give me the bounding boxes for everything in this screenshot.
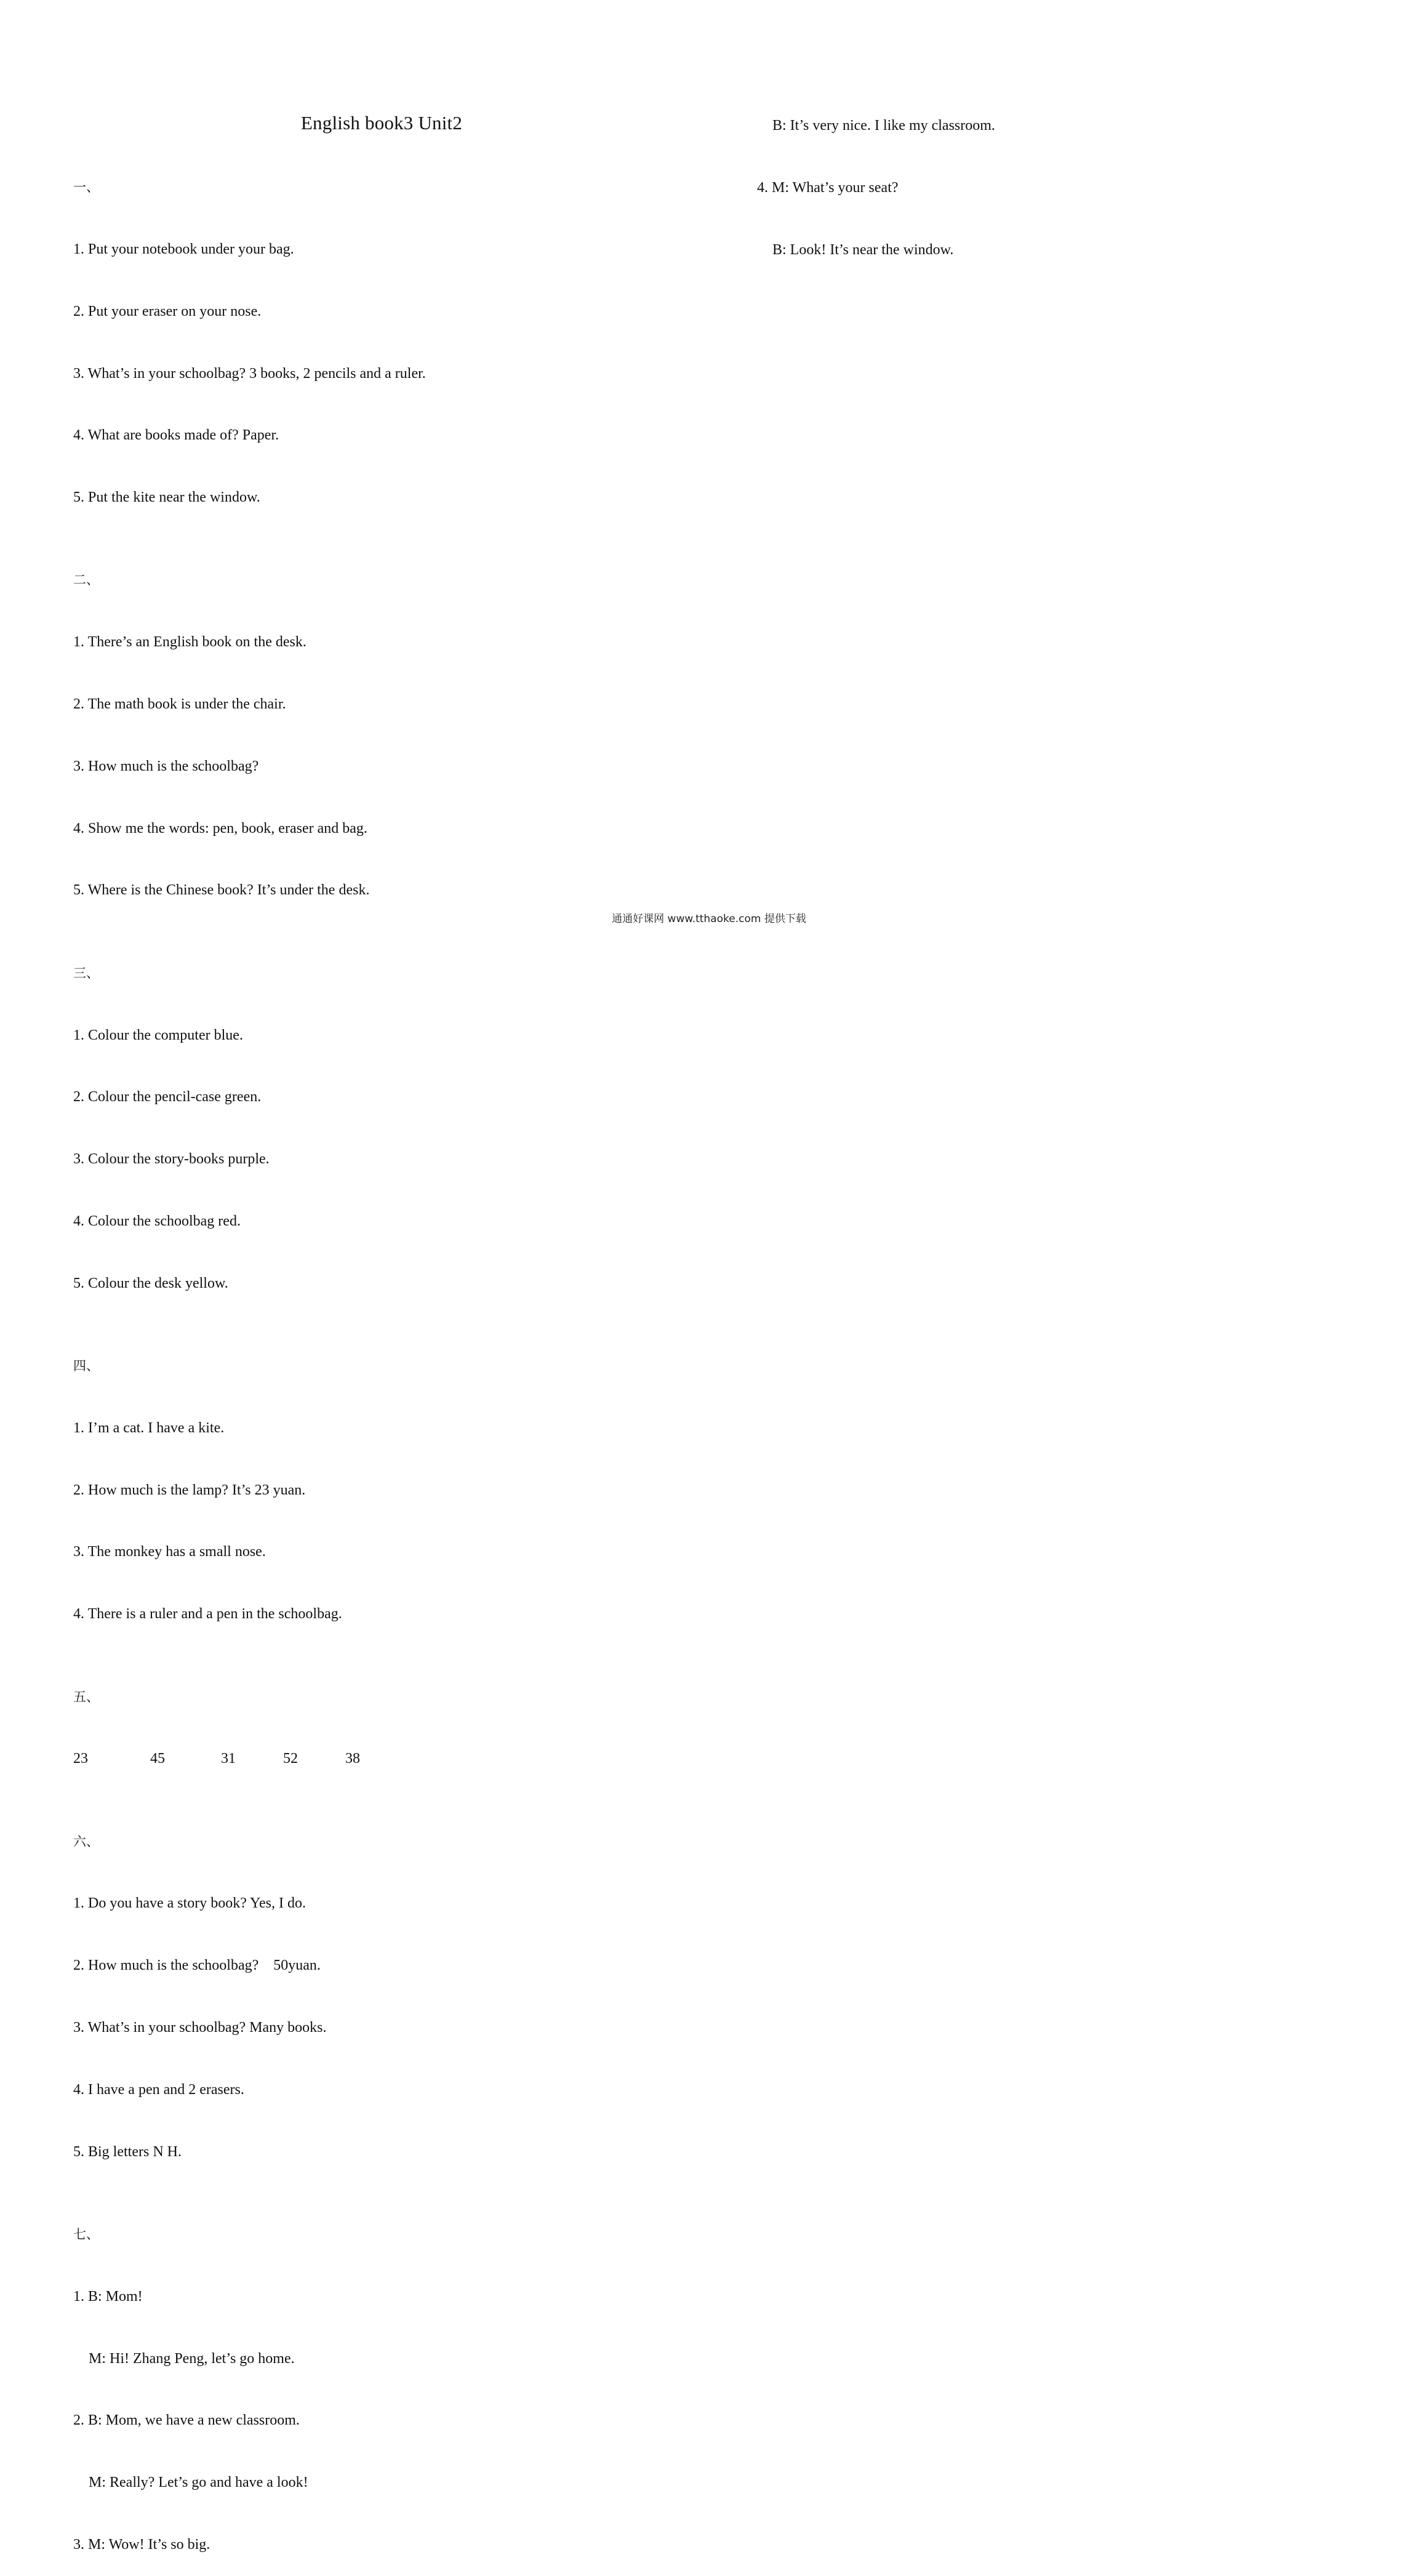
list-item: 4. I have a pen and 2 erasers. bbox=[73, 2081, 244, 2098]
section-heading: 四、 bbox=[73, 1358, 99, 1374]
dialogue-line: 3. M: Wow! It’s so big. bbox=[73, 2536, 210, 2553]
dialogue-line: M: Really? Let’s go and have a look! bbox=[89, 2474, 308, 2491]
list-item: 4. What are books made of? Paper. bbox=[73, 427, 279, 444]
right-column bbox=[757, 74, 995, 281]
list-item: 2. Colour the pencil-case green. bbox=[73, 1089, 262, 1105]
list-item: 1. Put your notebook under your bag. bbox=[73, 241, 294, 257]
list-item: 5. Put the kite near the window. bbox=[73, 489, 260, 506]
dialogue-line: 2. B: Mom, we have a new classroom. bbox=[73, 2412, 300, 2429]
section-heading: 三、 bbox=[73, 965, 99, 981]
list-item: 3. The monkey has a small nose. bbox=[73, 1544, 266, 1560]
number-item: 23 bbox=[73, 1751, 88, 1767]
list-item: 1. I’m a cat. I have a kite. bbox=[73, 1419, 225, 1436]
dialogue-line: 4. M: What’s your seat? bbox=[757, 179, 899, 196]
list-item: 2. How much is the lamp? It’s 23 yuan. bbox=[73, 1482, 306, 1498]
list-item: 3. What’s in your schoolbag? Many books. bbox=[73, 2020, 327, 2036]
section-heading: 五、 bbox=[73, 1689, 99, 1704]
number-row bbox=[73, 1749, 426, 1770]
section-heading: 六、 bbox=[73, 1834, 99, 1849]
list-item: 3. How much is the schoolbag? bbox=[73, 758, 259, 774]
list-item: 3. Colour the story-books purple. bbox=[73, 1151, 270, 1168]
dialogue-line: B: It’s very nice. I like my classroom. bbox=[772, 118, 995, 134]
list-item: 4. Show me the words: pen, book, eraser and bag. bbox=[73, 820, 367, 837]
list-item: 4. There is a ruler and a pen in the schoolbag. bbox=[73, 1606, 342, 1623]
list-item: 5. Where is the Chinese book? It’s under the desk. bbox=[73, 882, 370, 899]
page-title: English book3 Unit2 bbox=[300, 112, 463, 134]
list-item: 5. Colour the desk yellow. bbox=[73, 1275, 228, 1291]
number-item: 31 bbox=[221, 1751, 236, 1767]
left-column bbox=[73, 136, 426, 2576]
list-item: 4. Colour the schoolbag red. bbox=[73, 1213, 241, 1229]
list-item: 5. Big letters N H. bbox=[73, 2143, 182, 2160]
list-item: 2. Put your eraser on your nose. bbox=[73, 303, 262, 319]
dialogue-line: 1. B: Mom! bbox=[73, 2288, 143, 2305]
list-item: 1. Colour the computer blue. bbox=[73, 1027, 243, 1043]
footer-watermark: 通通好课网 www.tthaoke.com 提供下载 bbox=[612, 913, 806, 925]
list-item: 1. Do you have a story book? Yes, I do. bbox=[73, 1895, 306, 1912]
list-item: 2. The math book is under the chair. bbox=[73, 696, 286, 713]
section-heading: 一、 bbox=[73, 180, 99, 195]
number-item: 38 bbox=[345, 1751, 360, 1767]
list-item: 1. There’s an English book on the desk. bbox=[73, 634, 306, 651]
list-item: 3. What’s in your schoolbag? 3 books, 2 pencils and a ruler. bbox=[73, 365, 426, 382]
dialogue-line: M: Hi! Zhang Peng, let’s go home. bbox=[89, 2350, 295, 2367]
number-item: 52 bbox=[283, 1751, 298, 1767]
section-heading: 二、 bbox=[73, 572, 99, 588]
number-item: 45 bbox=[150, 1751, 165, 1767]
dialogue-line: B: Look! It’s near the window. bbox=[772, 241, 954, 258]
list-item: 2. How much is the schoolbag? 50yuan. bbox=[73, 1957, 321, 1974]
section-heading: 七、 bbox=[73, 2226, 99, 2242]
